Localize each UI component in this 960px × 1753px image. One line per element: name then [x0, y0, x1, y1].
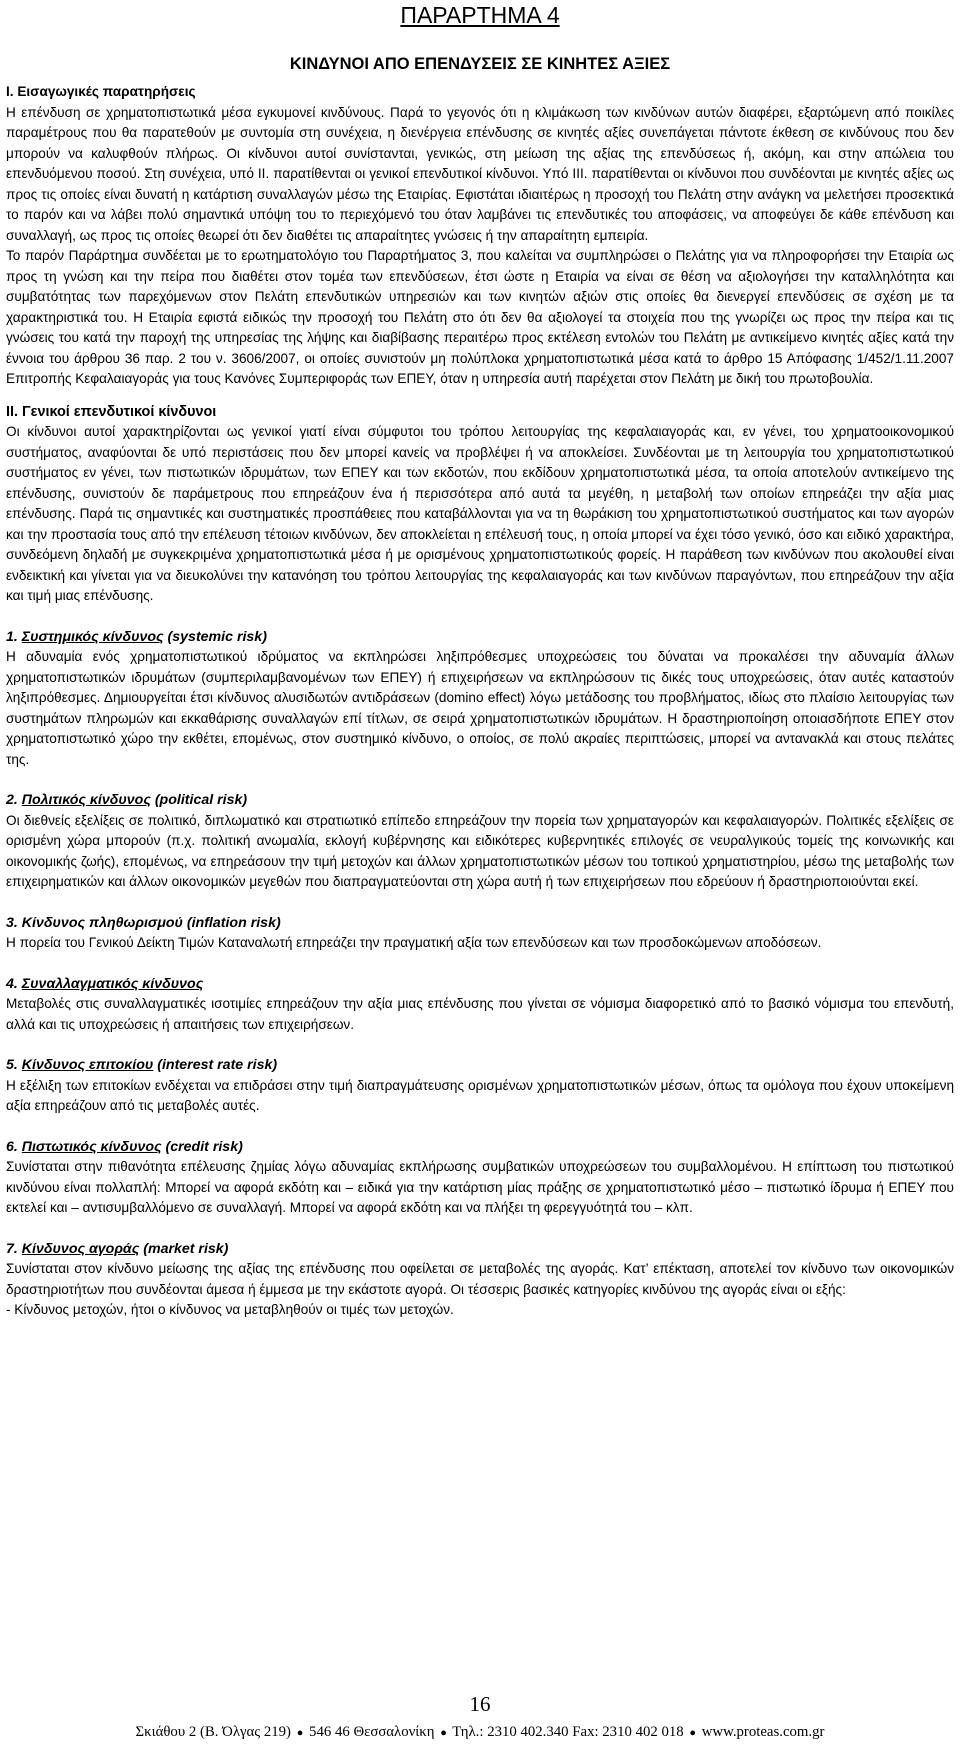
- page-subtitle: ΚΙΝΔΥΝΟΙ ΑΠΟ ΕΠΕΝΔΥΣΕΙΣ ΣΕ ΚΙΝΗΤΕΣ ΑΞΙΕΣ: [289, 55, 671, 73]
- risk-7-number: 7.: [6, 1240, 18, 1257]
- risk-2-english: (political risk): [150, 792, 248, 808]
- footer-website: www.proteas.com.gr: [701, 1724, 825, 1740]
- section-1-heading: Ι. Εισαγωγικές παρατηρήσεις: [6, 84, 196, 99]
- risk-2-name: Πολιτικός κίνδυνος: [21, 792, 151, 808]
- risk-7-list-item: - Κίνδυνος μετοχών, ήτοι ο κίνδυνος να μεταβληθούν οι τιμές των μετοχών.: [6, 1302, 454, 1317]
- risk-6-text: Συνίσταται στην πιθανότητα επέλευσης ζημίας λόγω αδυναμίας εκπλήρωσης συμβατικών υποχρεώσεων του συμβαλλομένου. Η επίπτωση του πιστωτικού κινδύνου είναι πολλαπλή: Μπορεί να αφορά εκδότη και – ειδικά για την κατάρτιση μίας πράξης σε χρηματοπιστωτικό μέσο – πιστωτικό ίδρυμα ή ΕΠΕΥ που εκτελεί και – αντισυμβαλλόμενο σε συναλλαγή. Μπορεί να αφορά εκδότη και να πλήξει τη φερεγγυότητά του – κλπ.: [6, 1159, 954, 1215]
- footer-contact-line: [6, 1722, 954, 1744]
- risk-6-number: 6.: [6, 1138, 18, 1155]
- risk-7-name: Κίνδυνος αγοράς: [21, 1240, 140, 1257]
- risk-4-heading: [6, 974, 954, 995]
- page-title: ΠΑΡΑΡΤΗΜΑ 4: [400, 2, 560, 28]
- risk-5-heading: [6, 1055, 954, 1076]
- risk-2-heading: [6, 790, 954, 811]
- risk-6-english: (credit risk): [161, 1138, 243, 1155]
- risk-2-number: 2.: [6, 792, 18, 808]
- section-1-paragraph-1: Η επένδυση σε χρηματοπιστωτικά μέσα εγκυμονεί κινδύνους. Παρά το γεγονός ότι η κλιμάκωση των κινδύνων αυτών διαφέρει, εξαρτώμενη από ποικίλες παραμέτρους που θα παρατεθούν με συντομία στη συνέχεια, η διενέργεια επένδυσης σε κινητές αξίες συνεπάγεται πάντοτε έκθεση σε κινδύνους που δεν μπορούν να καλυφθούν πλήρως. Οι κίνδυνοι αυτοί συνίστανται, γενικώς, στη μείωση της αξίας της επενδύσεως ή, ακόμη, και στην απώλεια του επενδυόμενου ποσού. Στη συνέχεια, υπό ΙΙ. παρατίθενται οι γενικοί επενδυτικοί κίνδυνοι. Υπό ΙΙΙ. παρατίθενται οι κίνδυνοι που συνδέονται με κινητές αξίες ως προς τις οποίες είναι δυνατή η κατάρτιση συναλλαγών μέσω της Εταιρίας. Εφιστάται ιδιαιτέρως η προσοχή του Πελάτη στην ανάγκη να μελετήσει προσεκτικά το παρόν και να λάβει πολύ σημαντικά υπόψη του το περιεχόμενό του όταν λαμβάνει τις επενδυτικές του αποφάσεις, να αποφεύγει δε κάθε επένδυση και συναλλαγή, ως προς τις οποίες θεωρεί ότι δεν διαθέτει τις απαραίτητες γνώσεις ή την απαραίτητη εμπειρία.: [6, 104, 954, 243]
- risk-5-text: Η εξέλιξη των επιτοκίων ενδέχεται να επιδράσει στην τιμή διαπραγμάτευσης ορισμένων χρηματοπιστωτικών μέσων, όπως τα ομόλογα που έχουν υποκείμενη αξία επηρεάζουν από τις μεταβολές αυτές.: [6, 1077, 954, 1113]
- risk-5-name: Κίνδυνος επιτοκίου: [21, 1057, 154, 1073]
- risk-3-text: Η πορεία του Γενικού Δείκτη Τιμών Καταναλωτή επηρεάζει την πραγματική αξία των επενδύσεων και των προσδοκώμενων αποδόσεων.: [6, 935, 822, 950]
- risk-5-number: 5.: [6, 1057, 18, 1073]
- risk-1-name: Συστημικός κίνδυνος: [21, 628, 164, 645]
- risk-4-number: 4.: [6, 975, 18, 992]
- section-2-paragraph-1: Οι κίνδυνοι αυτοί χαρακτηρίζονται ως γενικοί γιατί είναι σύμφυτοι του τρόπου λειτουργίας της κεφαλαιαγοράς και, εν γένει, του χρηματοοικονομικού συστήματος, αναφύονται δε υπό περιστάσεις που δεν μπορεί κανείς να προβλέψει ή να αποκλείσει. Συνδέονται με τη λειτουργία του χρηματοπιστωτικού συστήματος εν γένει, των πιστωτικών ιδρυμάτων, των ΕΠΕΥ και των εκδοτών, που εκδίδουν χρηματοπιστωτικά μέσα, τα οποία αποτελούν αντικείμενο της επένδυσης, συνιστούν δε παράμετρους που επηρεάζουν ένα ή περισσότερα από αυτά τα μεγέθη, η μεταβολή των οποίων επηρεάζει την αξία μιας επένδυσης. Παρά τις σημαντικές και συστηματικές προσπάθειες που καταβάλλονται για να τη θωράκιση του χρηματοπιστωτικού συστήματος και των αγορών και την προστασία τους από την επέλευση τέτοιων κινδύνων, δεν αποκλείεται η επέλευσή τους, η οποία μπορεί να έχει τόσο γενικό, όσο και ειδικό χαρακτήρα, συνδεόμενη δηλαδή με συγκεκριμένα χρηματοπιστωτικά μέσα ή με ορισμένους χρηματοπιστωτικούς φορείς. Η παράθεση των κινδύνων που ακολουθεί είναι ενδεικτική και γίνεται για να διευκολύνει την κατανόηση του τρόπου λειτουργίας της κεφαλαιαγοράς και των κινδύνων παραγόντων, που επηρεάζουν την αξία και τιμή μιας επένδυσης.: [6, 424, 954, 603]
- risk-1-text: Η αδυναμία ενός χρηματοπιστωτικού ιδρύματος να εκπληρώσει ληξιπρόθεσμες υποχρεώσεις του δύναται να προκαλέσει την αδυναμία άλλων χρηματοπιστωτικών ιδρυμάτων (συμπεριλαμβανομένων των ΕΠΕΥ) ή επιχειρήσεων να εκπληρώσουν τις δικές τους υποχρεώσεις, όταν αυτές καταστούν ληξιπρόθεσμες. Δημιουργείται έτσι κίνδυνος αλυσιδωτών αντιδράσεων (domino effect) λόγω μετάδοσης του προβλήματος, ιδίως στο πλαίσιο λειτουργίας των συστημάτων πληρωμών και εκκαθάρισης συναλλαγών επί τίτλων, σε σειρά χρηματοπιστωτικών ιδρυμάτων. Η δραστηριοποίηση οποιασδήποτε ΕΠΕΥ στον χρηματοπιστωτικό χώρο την εκθέτει, επομένως, στον συστημικό κίνδυνο, ο οποίος, σε πολύ ακραίες περιπτώσεις, μπορεί να αντανακλά και στους πελάτες της.: [6, 649, 954, 767]
- section-1-paragraph-2: Το παρόν Παράρτημα συνδέεται με το ερωτηματολόγιο του Παραρτήματος 3, που καλείται να συμπληρώσει ο Πελάτης για να πληροφορήσει την Εταιρία ως προς τη γνώση και την πείρα που διαθέτει στον τομέα των επενδύσεων, έτσι ώστε η Εταιρία να είναι σε θέση να αξιολογήσει την καταλληλότητα και συμβατότητας των παρεχόμενων στον Πελάτη επενδυτικών υπηρεσιών και των κινητών αξιών στις οποίες θα διενεργεί επενδύσεις σε σχέση με τα χαρακτηριστικά του. Η Εταιρία εφιστά ειδικώς την προσοχή του Πελάτη στο ότι δεν θα αξιολογεί τα στοιχεία που της γνωρίζει ως προς την πείρα και τις γνώσεις του κατά την παροχή της υπηρεσίας της λήψης και διαβίβασης περαιτέρω προς εκτέλεση εντολών του Πελάτη με αντικείμενο κινητές αξίες κατά την έννοια του άρθρου 36 παρ. 2 του ν. 3606/2007, οι οποίες συνιστούν μη πολύπλοκα χρηματοπιστωτικά μέσα κατά το άρθρο 15 Απόφασης 1/452/1.11.2007 Επιτροπής Κεφαλαιαγοράς για τους Κανόνες Συμπεριφοράς των ΕΠΕΥ, όταν η υπηρεσία αυτή παρέχεται στον Πελάτη με δική του πρωτοβουλία.: [6, 248, 954, 386]
- risk-4-text: Μεταβολές στις συναλλαγματικές ισοτιμίες επηρεάζουν την αξία μιας επένδυσης που γίνεται σε νόμισμα διαφορετικό από το βασικό νόμισμα του επενδυτή, αλλά και τις υποχρεώσεις ή απαιτήσεις των επιχειρήσεων.: [6, 996, 954, 1032]
- risk-3-english: (inflation risk): [182, 914, 281, 931]
- risk-7-text: Συνίσταται στον κίνδυνο μείωσης της αξίας της επένδυσης που οφείλεται σε μεταβολές της αγοράς. Κατ’ επέκταση, αποτελεί τον κίνδυνο των οικονομικών δραστηριοτήτων που συνδέονται άμεσα ή έμμεσα με την εκάστοτε αγορά. Οι τέσσερις βασικές κατηγορίες κινδύνου της αγοράς είναι οι εξής:: [6, 1261, 954, 1297]
- page-number: 16: [469, 1692, 491, 1716]
- footer-phone-fax: Τηλ.: 2310 402.340 Fax: 2310 402 018: [452, 1724, 684, 1740]
- risk-3-name: Κίνδυνος πληθωρισμού: [21, 914, 183, 931]
- risk-3-heading: [6, 913, 954, 934]
- risk-1-heading: [6, 627, 954, 648]
- footer-city: 546 46 Θεσσαλονίκη: [309, 1724, 435, 1740]
- bullet-icon: ●: [689, 1727, 697, 1739]
- risk-6-name: Πιστωτικός κίνδυνος: [21, 1138, 162, 1155]
- risk-7-english: (market risk): [139, 1240, 229, 1257]
- bullet-icon: ●: [296, 1727, 304, 1739]
- bullet-icon: ●: [440, 1727, 447, 1739]
- risk-2-text: Οι διεθνείς εξελίξεις σε πολιτικό, διπλωματικό και στρατιωτικό επίπεδο επηρεάζουν την πορεία των χρηματαγορών και κεφαλαιαγορών. Πολιτικές εξελίξεις σε ορισμένη χώρα μπορούν (π.χ. πολιτική ανωμαλία, εκλογή κυβέρνησης και ειδικότερες κυβερνητικές επιλογές σε νευραλγικούς τομείς της κοινωνικής και οικονομικής ζωής), επομένως, να επηρεάσουν την τιμή μετοχών και άλλων χρηματοπιστωτικών μέσων του τοπικού χρηματιστηρίου, μέσω της μεταβολής των επιχειρηματικών και άλλων οικονομικών μεγεθών που διαπραγματεύονται στη χώρα αυτή ή των επιχειρήσεων που εδρεύουν ή δραστηριοποιούνται εκεί.: [6, 812, 954, 889]
- document-page: [6, 0, 954, 1753]
- risk-3-number: 3.: [6, 914, 18, 931]
- risk-4-name: Συναλλαγματικός κίνδυνος: [21, 975, 204, 992]
- section-2-heading: ΙΙ. Γενικοί επενδυτικοί κίνδυνοι: [6, 403, 217, 420]
- risk-1-english: (systemic risk): [163, 628, 267, 645]
- risk-5-english: (interest rate risk): [153, 1057, 278, 1073]
- risk-6-heading: [6, 1137, 954, 1158]
- risk-1-number: 1.: [6, 628, 18, 645]
- risk-7-heading: [6, 1239, 954, 1260]
- footer-address: Σκιάθου 2 (Β. Όλγας 219): [135, 1724, 291, 1740]
